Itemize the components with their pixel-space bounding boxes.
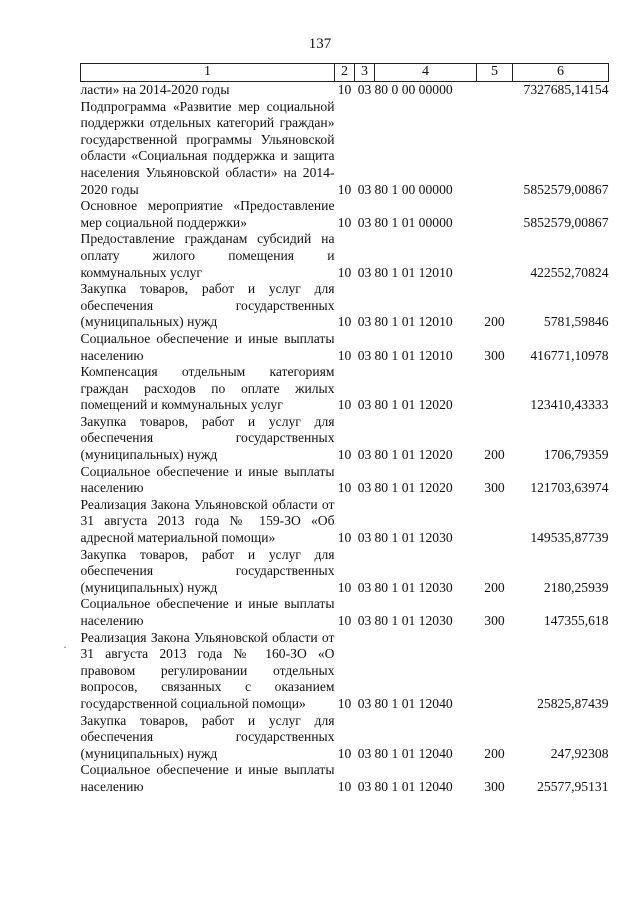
row-name: Закупка товаров, работ и услуг для обеспечения государственных (муниципальных) нужд [80,546,335,595]
row-name: Компенсация отдельным категориям граждан расходов по оплате жилых помещений и коммунальных услуг [80,364,335,413]
table-row [81,231,609,281]
row-name: Закупка товаров, работ и услуг для обеспечения государственных (муниципальных) нужд [80,281,335,330]
row-expense-type [477,82,513,99]
header-col-4: 4 [375,64,477,82]
row-subsection: 03 [357,214,372,230]
header-col-1: 1 [81,64,335,82]
row-name: Предоставление гражданам субсидий на оплату жилого помещения и коммунальных услуг [80,231,335,280]
budget-table [80,63,609,796]
row-section: 10 [337,613,352,628]
row-expense-type: 300 [484,347,505,363]
row-subsection: 03 [357,745,372,761]
row-name: Социальное обеспечение и иные выплаты населению [80,762,335,794]
table-row [81,414,609,464]
row-subsection: 03 [357,264,372,280]
row-amount: 25825,87439 [537,695,609,711]
row-expense-type [477,630,513,713]
row-section: 10 [337,745,352,761]
header-col-3: 3 [355,64,375,82]
row-name: Социальное обеспечение и иные выплаты населению [80,463,335,496]
row-section: 10 [337,447,352,463]
row-amount: 416771,10978 [530,347,609,363]
row-section: 10 [337,181,352,197]
row-name: ласти» на 2014-2020 годы [80,82,230,97]
table-row [81,99,609,199]
row-section: 10 [337,347,352,363]
row-section: 10 [337,579,352,595]
table-row [81,497,609,547]
row-expense-type: 300 [484,613,505,628]
row-expense-type [477,231,513,281]
row-section: 10 [337,214,352,230]
row-expense-type: 200 [484,745,505,761]
table-row [81,630,609,713]
table-row [81,547,609,597]
row-subsection: 03 [357,82,372,97]
row-subsection: 03 [357,447,372,463]
row-target-code: 80 1 01 12040 [374,778,453,794]
row-expense-type [477,198,513,231]
row-expense-type: 300 [484,778,505,794]
row-amount: 149535,87739 [530,530,609,546]
row-target-code: 80 1 00 00000 [374,181,453,197]
row-subsection: 03 [357,613,372,628]
row-target-code: 80 0 00 00000 [374,82,453,97]
row-name: Закупка товаров, работ и услуг для обеспечения государственных (муниципальных) нужд [80,413,335,463]
row-subsection: 03 [357,314,372,330]
row-subsection: 03 [357,181,372,197]
header-col-6: 6 [513,64,609,82]
row-target-code: 80 1 01 12020 [374,447,453,463]
row-target-code: 80 1 01 12010 [374,264,453,280]
row-target-code: 80 1 01 12030 [374,530,453,546]
row-section: 10 [337,480,352,496]
table-row [81,713,609,763]
row-subsection: 03 [357,480,372,496]
row-amount: 1706,79359 [543,447,609,463]
row-target-code: 80 1 01 12020 [374,480,453,496]
row-subsection: 03 [357,778,372,794]
row-section: 10 [337,695,352,711]
table-row [81,281,609,331]
row-expense-type: 200 [484,579,505,595]
row-amount: 422552,70824 [530,264,609,280]
row-amount: 5781,59846 [543,314,609,330]
row-section: 10 [337,314,352,330]
table-row [81,198,609,231]
header-col-2: 2 [335,64,355,82]
row-section: 10 [337,264,352,280]
row-name: Подпрограмма «Развитие мер социальной поддержки отдельных категорий граждан» государственной программы Ульяновской области «Социальная поддержка и защита населения Ульяновской области» на 2014-2020 годы [80,98,335,197]
header-col-5: 5 [477,64,513,82]
row-subsection: 03 [357,397,372,413]
table-header-row [81,64,609,82]
row-name: Основное мероприятие «Предоставление мер социальной поддержки» [80,198,335,230]
scan-mark: · [63,640,67,654]
row-expense-type: 200 [484,447,505,463]
row-target-code: 80 1 01 12040 [374,695,453,711]
table-row [81,364,609,414]
table-row [81,762,609,795]
row-expense-type [477,497,513,547]
row-amount: 7327685,14154 [523,82,609,97]
row-subsection: 03 [357,347,372,363]
row-target-code: 80 1 01 12020 [374,397,453,413]
table-body [81,82,609,796]
row-section: 10 [337,397,352,413]
row-amount: 247,92308 [550,745,609,761]
row-target-code: 80 1 01 00000 [374,214,453,230]
row-target-code: 80 1 01 12010 [374,314,453,330]
row-target-code: 80 1 01 12040 [374,745,453,761]
row-amount: 147355,618 [543,613,609,628]
row-name: Социальное обеспечение и иные выплаты населению [80,330,335,363]
row-expense-type [477,364,513,414]
row-expense-type [477,99,513,199]
row-amount: 5852579,00867 [523,214,609,230]
table-row [81,82,609,99]
row-expense-type: 300 [484,480,505,496]
page-number: 137 [308,36,332,52]
row-amount: 121703,63974 [530,480,609,496]
row-subsection: 03 [357,695,372,711]
row-target-code: 80 1 01 12030 [374,613,453,628]
row-section: 10 [337,778,352,794]
table-row [81,464,609,497]
table-row [81,331,609,364]
row-name: Реализация Закона Ульяновской области от 31 августа 2013 года № 160-ЗО «О правовом регулировании отдельных вопросов, связанных с оказанием государственной социальной помощи» [80,629,335,711]
row-section: 10 [337,82,352,97]
row-name: Социальное обеспечение и иные выплаты населению [80,596,335,628]
row-target-code: 80 1 01 12030 [374,579,453,595]
row-name: Реализация Закона Ульяновской области от 31 августа 2013 года № 159-ЗО «Об адресной материальной помощи» [80,496,335,546]
row-name: Закупка товаров, работ и услуг для обеспечения государственных (муниципальных) нужд [80,712,335,761]
row-subsection: 03 [357,579,372,595]
row-expense-type: 200 [484,314,505,330]
row-amount: 25577,95131 [537,778,609,794]
row-section: 10 [337,530,352,546]
row-target-code: 80 1 01 12010 [374,347,453,363]
row-amount: 123410,43333 [530,397,609,413]
row-amount: 5852579,00867 [523,181,609,197]
row-amount: 2180,25939 [543,579,609,595]
row-subsection: 03 [357,530,372,546]
table-row [81,596,609,629]
